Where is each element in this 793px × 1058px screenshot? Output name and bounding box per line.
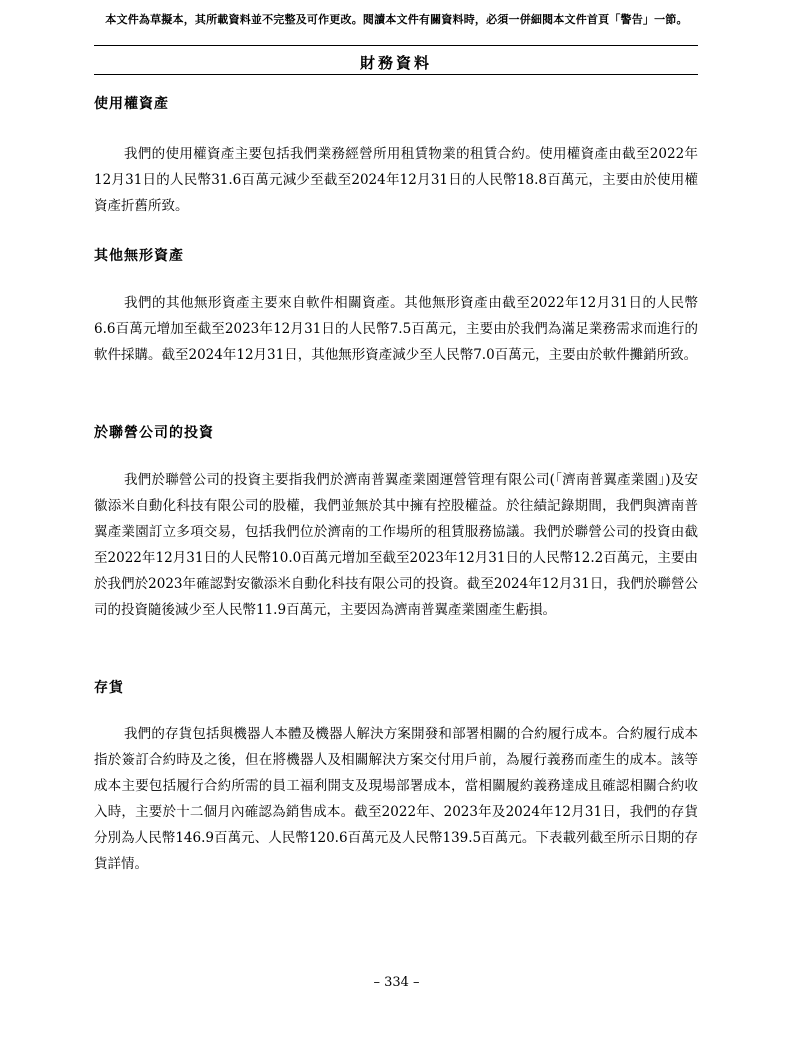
heading-other-intangible-assets: 其他無形資產 [94, 248, 184, 264]
paragraph-investment-in-associates: 我們於聯營公司的投資主要指我們於濟南普翼產業園運營管理有限公司(「濟南普翼產業園」)及安徽添米自動化科技有限公司的股權，我們並無於其中擁有控股權益。於往績記錄期間，我們與濟南普翼產業園訂立多項交易，包括我們位於濟南的工作場所的租賃服務協議。我們於聯營公司的投資由截至2022年12月31日的人民幣10.0百萬元增加至截至2023年12月31日的人民幣12.2百萬元，主要由於我們於2023年確認對安徽添米自動化科技有限公司的投資。截至2024年12月31日，我們於聯營公司的投資隨後減少至人民幣11.9百萬元，主要因為濟南普翼產業園產生虧損。 [94, 472, 698, 618]
heading-investment-in-associates: 於聯營公司的投資 [94, 425, 214, 441]
paragraph-inventories: 我們的存貨包括與機器人本體及機器人解決方案開發和部署相關的合約履行成本。合約履行成本指於簽訂合約時及之後，但在將機器人及相關解決方案交付用戶前，為履行義務而產生的成本。該等成本主要包括履行合約所需的員工福利開支及現場部署成本，當相關履約義務達成且確認相關合約收入時，主要於十二個月內確認為銷售成本。截至2022年、2023年及2024年12月31日，我們的存貨分別為人民幣146.9百萬元、人民幣120.6百萬元及人民幣139.5百萬元。下表載列截至所示日期的存貨詳情。 [94, 726, 698, 872]
paragraph-right-of-use-assets: 我們的使用權資產主要包括我們業務經營所用租賃物業的租賃合約。使用權資產由截至2022年12月31日的人民幣31.6百萬元減少至截至2024年12月31日的人民幣18.8百萬元，主要由於使用權資產折舊所致。 [94, 146, 698, 214]
paragraph-other-intangible-assets: 我們的其他無形資產主要來自軟件相關資產。其他無形資產由截至2022年12月31日的人民幣6.6百萬元增加至截至2023年12月31日的人民幣7.5百萬元，主要由於我們為滿足業務需求而進行的軟件採購。截至2024年12月31日，其他無形資產減少至人民幣7.0百萬元，主要由於軟件攤銷所致。 [94, 295, 698, 363]
header-divider [94, 45, 698, 46]
section-title: 財務資料 [359, 54, 432, 72]
title-divider [94, 74, 698, 75]
heading-inventories: 存貨 [94, 680, 124, 696]
page-number: – 334 – [373, 975, 420, 990]
heading-right-of-use-assets: 使用權資產 [94, 96, 169, 112]
draft-disclaimer: 本文件為草擬本，其所載資料並不完整及可作更改。閱讀本文件有關資料時，必須一併細閱本文件首頁「警告」一節。 [105, 13, 688, 26]
